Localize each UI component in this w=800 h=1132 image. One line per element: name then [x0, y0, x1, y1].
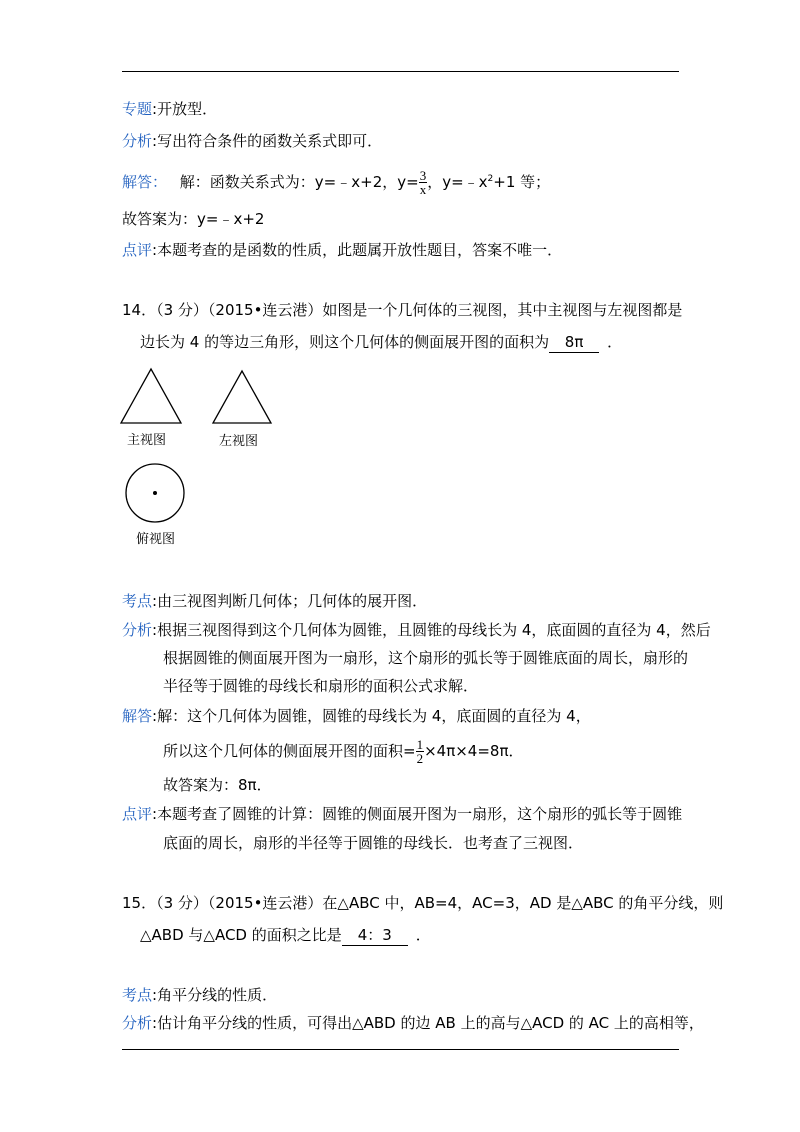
- answer-row: [122, 165, 550, 196]
- q14-answer-fraction: $\frac{1}{2}$: [416, 737, 424, 766]
- q14-comment-row1: [122, 804, 682, 824]
- q14-point-text: :由三视图判断几何体；几何体的展开图．: [152, 592, 428, 610]
- three-view-figure: [115, 365, 285, 550]
- q14-analysis-line3: 半径等于圆锥的母线长和扇形的面积公式求解．: [163, 677, 479, 695]
- q14-answer-post: ×4π×4=8π．: [424, 742, 524, 760]
- q14-point-row: [122, 591, 427, 611]
- bottom-rule: [122, 1049, 679, 1050]
- comment-row: [122, 240, 562, 260]
- analysis-text: :写出符合条件的函数关系式即可．: [152, 132, 383, 150]
- topic-text: :开放型．: [152, 100, 218, 118]
- q14-answer-line1: :解：这个几何体为圆锥，圆锥的母线长为 4，底面圆的直径为 4，: [152, 707, 591, 725]
- q15-point-label: 考点: [122, 986, 153, 1004]
- q14-analysis-line2: 根据圆锥的侧面展开图为一扇形，这个扇形的弧长等于圆锥底面的周长，扇形的: [163, 649, 689, 667]
- q14-comment-line1: :本题考查了圆锥的计算：圆锥的侧面展开图为一扇形，这个扇形的弧长等于圆锥: [152, 805, 683, 823]
- q14-title-line1: 14．（3 分）（2015•连云港）如图是一个几何体的三视图，其中主视图与左视图都是: [122, 301, 683, 319]
- analysis-row: [122, 131, 382, 151]
- q14-answer-row1: [122, 706, 591, 726]
- top-view-center-dot: [153, 491, 157, 495]
- topic-row: [122, 99, 217, 119]
- q14-answer-pre: 所以这个几何体的侧面展开图的面积=: [163, 742, 416, 760]
- q15-title-line2: [140, 925, 431, 946]
- q14-comment-line2: 底面的周长，扇形的半径等于圆锥的母线长．也考查了三视图．: [163, 834, 584, 852]
- q15-title-post: ．: [415, 926, 431, 944]
- q14-answer-blank: 8π: [549, 332, 599, 353]
- q14-analysis-label: 分析: [122, 621, 153, 639]
- analysis-label: 分析: [122, 132, 153, 150]
- left-view-label: 左视图: [219, 434, 259, 449]
- q14-title-line2: [140, 332, 622, 353]
- comment-text: :本题考查的是函数的性质，此题属开放性题目，答案不唯一．: [152, 241, 563, 259]
- top-rule: [122, 71, 679, 72]
- answer-post: +1 等；: [493, 173, 551, 191]
- front-view-triangle: [121, 369, 181, 423]
- q15-point-row: [122, 985, 277, 1005]
- answer-pre: 解：函数关系式为：y=﹣x+2，y=: [179, 173, 419, 191]
- q14-answer-row2: [163, 736, 523, 766]
- left-view-triangle: [213, 371, 271, 423]
- q15-title-line1: 15．（3 分）（2015•连云港）在△ABC 中，AB=4，AC=3，AD 是△ABC 的角平分线，则: [122, 894, 724, 912]
- q15-analysis-row1: [122, 1013, 704, 1033]
- answer-label: 解答：: [122, 173, 168, 191]
- q14-answer-label: 解答: [122, 707, 153, 725]
- q14-comment-label: 点评: [122, 805, 153, 823]
- answer-mid: ，y=﹣x: [427, 173, 488, 191]
- q14-analysis-row1: [122, 620, 711, 640]
- answer-sup: 2: [487, 174, 494, 184]
- q14-title-pre: 边长为 4 的等边三角形，则这个几何体的侧面展开图的面积为: [140, 333, 550, 351]
- q14-point-label: 考点: [122, 592, 153, 610]
- conclusion-row: 故答案为：y=﹣x+2: [122, 210, 265, 228]
- front-view-label: 主视图: [127, 433, 167, 448]
- q15-analysis-line1: :估计角平分线的性质，可得出△ABD 的边 AB 上的高与△ACD 的 AC 上的高相等，: [152, 1014, 704, 1032]
- answer-fraction: $\frac{3}{x}$: [419, 168, 427, 197]
- q15-title-pre: △ABD 与△ACD 的面积之比是: [140, 926, 342, 944]
- q15-analysis-label: 分析: [122, 1014, 153, 1032]
- q14-title-post: ．: [607, 333, 623, 351]
- comment-label: 点评: [122, 241, 153, 259]
- q15-point-text: :角平分线的性质．: [152, 986, 278, 1004]
- q14-analysis-line1: :根据三视图得到这个几何体为圆锥，且圆锥的母线长为 4，底面圆的直径为 4，然后: [152, 621, 711, 639]
- q14-answer-line3: 故答案为：8π．: [163, 776, 272, 794]
- top-view-label: 俯视图: [136, 532, 176, 547]
- topic-label: 专题: [122, 100, 153, 118]
- q15-answer-blank: 4：3: [342, 925, 408, 946]
